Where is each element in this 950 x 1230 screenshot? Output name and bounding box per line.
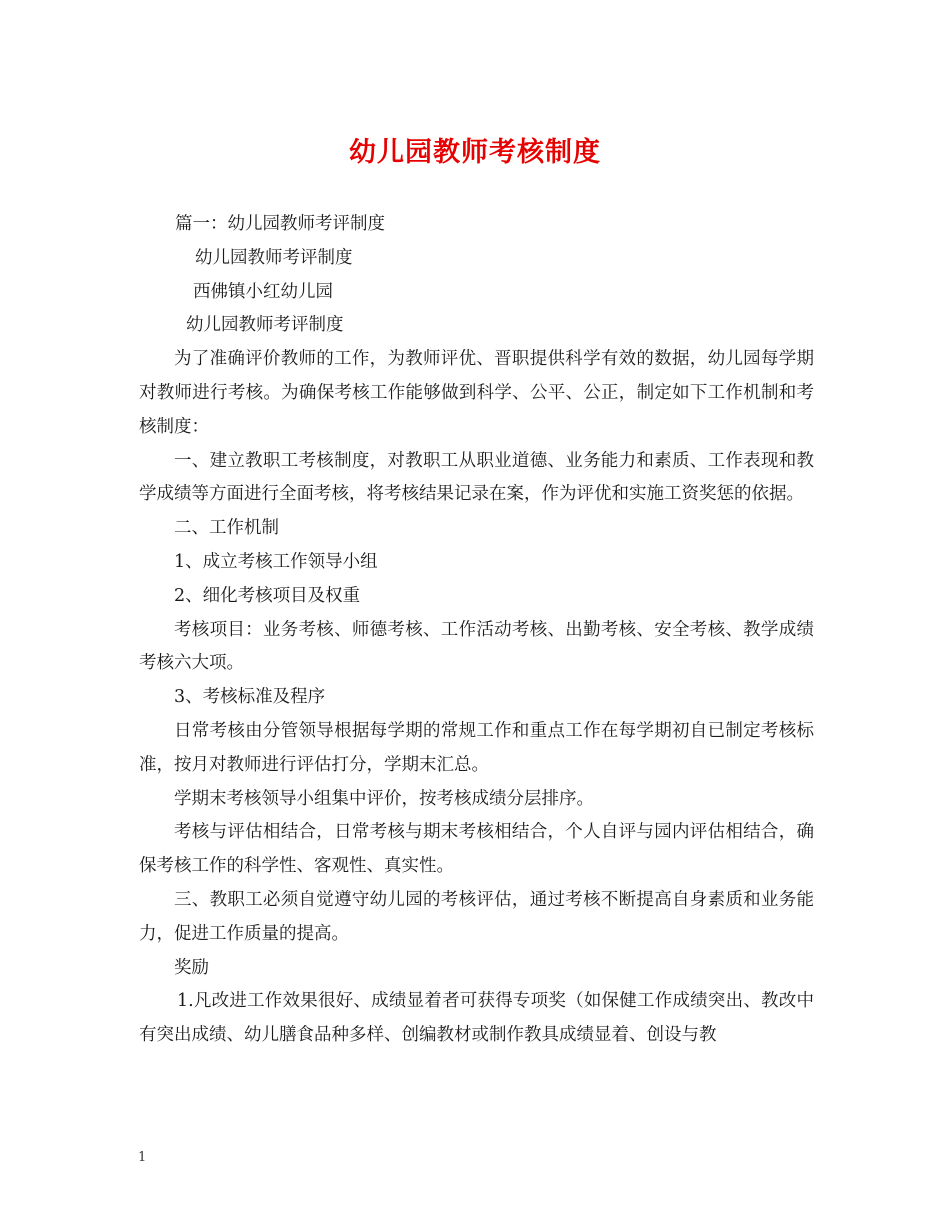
paragraph-heading-work-mechanism: 二、工作机制 bbox=[174, 518, 279, 539]
subtitle: 幼儿园教师考评制度 bbox=[195, 247, 353, 268]
paragraph-intro: 为了准确评价教师的工作，为教师评优、晋职提供科学有效的数据，幼儿园每学期对教师进行考核。为确保考核工作能够做到科学、公平、公正，制定如下工作机制和考核制度： bbox=[139, 349, 814, 437]
section-heading: 幼儿园教师考评制度 bbox=[186, 315, 344, 336]
paragraph-subitem-1: 1、成立考核工作领导小组 bbox=[174, 551, 378, 572]
chapter-heading: 篇一：幼儿园教师考评制度 bbox=[175, 214, 385, 234]
paragraph-reward-1: 1.凡改进工作效果很好、成绩显着者可获得专项奖（如保健工作成绩突出、教改中有突出成绩、幼儿膳食品种多样、创编教材或制作教具成绩显着、创设与教 bbox=[139, 991, 814, 1046]
paragraph-subitem-3: 3、考核标准及程序 bbox=[174, 687, 326, 708]
paragraph-combination: 考核与评估相结合，日常考核与期末考核相结合，个人自评与园内评估相结合，确保考核工作的科学性、客观性、真实性。 bbox=[139, 822, 814, 877]
document-title: 幼儿园教师考核制度 bbox=[349, 137, 601, 168]
paragraph-subitem-2: 2、细化考核项目及权重 bbox=[174, 585, 361, 606]
organization-name: 西佛镇小红幼儿园 bbox=[193, 281, 333, 302]
paragraph-item-1: 一、建立教职工考核制度，对教职工从职业道德、业务能力和素质、工作表现和教学成绩等方面进行全面考核，将考核结果记录在案，作为评优和实施工资奖惩的依据。 bbox=[139, 450, 814, 505]
paragraph-heading-rewards: 奖励 bbox=[174, 957, 209, 978]
paragraph-term-end: 学期末考核领导小组集中评价，按考核成绩分层排序。 bbox=[174, 788, 594, 809]
paragraph-assessment-items: 考核项目：业务考核、师德考核、工作活动考核、出勤考核、安全考核、教学成绩考核六大项。 bbox=[139, 619, 814, 674]
paragraph-item-3: 三、教职工必须自觉遵守幼儿园的考核评估，通过考核不断提高自身素质和业务能力，促进工作质量的提高。 bbox=[139, 889, 814, 944]
paragraph-daily-assessment: 日常考核由分管领导根据每学期的常规工作和重点工作在每学期初自已制定考核标准，按月对教师进行评估打分，学期末汇总。 bbox=[139, 720, 814, 775]
document-body bbox=[139, 208, 814, 1053]
page-number: 1 bbox=[138, 1150, 147, 1165]
